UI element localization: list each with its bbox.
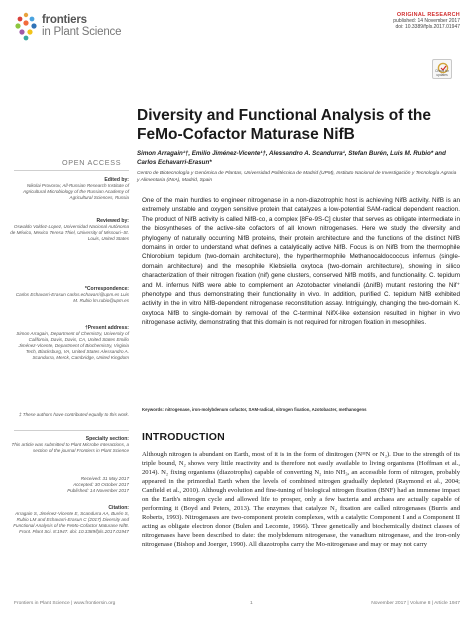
introduction-heading: INTRODUCTION xyxy=(142,431,225,443)
keywords-line xyxy=(142,407,462,413)
specialty-text: This article was submitted to Plant Microbe Interactions, a section of the journal Frontiers in Plant Science xyxy=(11,442,129,454)
specialty-block xyxy=(10,436,129,454)
correspondence-block xyxy=(10,286,129,304)
present-address-text: Simon Arragain, Department of Chemistry, University of California, Davis, Davis, CA, United States Emilio Jiménez-Vicente, Department of Biochemistry, Virginia Tech, Blacksburg, VA, United States Alessandro A. Scandurra, Merck, Cambridge, United Kingdom xyxy=(16,331,129,361)
badge-label: Check for updates xyxy=(435,69,449,77)
reviewed-by-text: Oswaldo Valdez-Lopez, Universidad Nacional Autónoma de México, Mexico Teresa Thiel, University of Missouri–St. Louis, United States xyxy=(10,224,129,242)
edited-by-text: Nikolai Provorov, All-Russian Research Institute of Agricultural Microbiology of the Russian Academy of Agricultural Sciences, Russia xyxy=(22,183,129,201)
reviewed-by-heading: Reviewed by: xyxy=(96,218,129,224)
journal-name: in Plant Science xyxy=(42,26,122,38)
check-for-updates-button[interactable] xyxy=(432,59,452,79)
correspondence-heading: *Correspondence: xyxy=(84,286,129,292)
edited-by-heading: Edited by: xyxy=(104,177,129,183)
keywords-text: nitrogenase, iron-molybdenum cofactor, SAM-radical, nitrogen fixation, Azotobacter, methanogens xyxy=(165,407,367,412)
present-address-block xyxy=(10,325,129,362)
dates-block xyxy=(10,476,129,494)
page-number: 1 xyxy=(250,601,253,606)
present-address-heading: †Present address: xyxy=(84,325,129,331)
keywords-label: Keywords: xyxy=(142,407,164,412)
published-date: published: 14 November 2017 xyxy=(393,18,460,25)
introduction-text: Although nitrogen is abundant on Earth, most of it is in the form of dinitrogen (N≡N or N₂). Due to the strength of its triple bound, N₂ shows very little reactivity and is therefore not easily available to living organisms (Hoffman et al., 2014). N₂ fixing organisms (diazotrophs) capable of converting N₂ into NH₃, an accessible form of nitrogen, probably appeared in the primordial Earth when the levels of combined nitrogen gradually depleted (Raymond et al., 2004; Canfield et al., 2010). Although evolution and fine-tuning of biological nitrogen fixation (BNF) had an immense impact on the Earth's nitrogen cycle and allowed life to prosper, only a few bacteria and archaea are actually capable of performing it (Boyd and Peters, 2013). The enzymes that catalyze N₂ fixation are called nitrogenases (Burris and Roberts, 1993). Nitrogenases are two-component protein complexes, with a catalytic Component I and a Component II acting as obligate electron donor (Bulen and Lecomte, 1966). Three genetically and biochemically distinct classes of nitrogenases have been described to date: the molybdenum nitrogenase, the vanadium nitrogenase, and the iron-only nitrogenase (Bishop and Joerger, 1990). All diazotrophs carry the Mo-nitrogenase and may or may not carry xyxy=(142,451,460,549)
citation-text: Arragain S, Jiménez-Vicente E, Scandurra AA, Burén S, Rubio LM and Echavarri-Erasun C (2017) Diversity and Functional Analysis of the FeMo-Cofactor Maturase NifB. Front. Plant Sci. 8:1947. doi: 10.3389/fpls.2017.01947 xyxy=(13,511,129,535)
equal-contribution-note: ‡ These authors have contributed equally to this work. xyxy=(18,412,129,417)
article-title: Diversity and Functional Analysis of the FeMo-Cofactor Maturase NifB xyxy=(137,107,431,143)
doi-link[interactable]: doi: 10.3389/fpls.2017.01947 xyxy=(395,24,460,31)
abstract: One of the main hurdles to engineer nitrogenase in a non-diazotrophic host is achieving NifB activity. NifB is an extremely unstable and oxygen sensitive protein that catalyzes a low-potential SAM-radical dependent reaction. The product of NifB activity is called NifB-co, a complex [8Fe-9S-C] cluster that serves as obligate intermediate in the biosyntheses of the active-site cofactors of all known nitrogenases. Here we study the diversity and phylogeny of naturally occurring NifB proteins, their protein architecture and the functions of the distinct NifB domains in order to understand what defines a catalytically active NifB. Focus is on NifB from the thermophile Chlorobium tepidum (two-domain architecture), the hyperthermophile Methanocaldococcus infernus (single-domain architecture) and the mesophile Klebsiella oxytoca (two-domain architecture), showing in silico characterization of their nitrogen fixation (nif) gene clusters, conserved NifB motifs, and functionality. C. tepidum and M. infernus NifB were able to complement an Azotobacter vinelandii (ΔnifB) mutant restoring the Nif⁺ phenotype and thus demonstrating their functionality in vivo. In addition, purified C. tepidum NifB exhibited activity in the in vitro NifB-dependent nitrogenase reconstitution assay. Intriguingly, changing the two-domain K. oxytoca NifB to single-domain by removal of the C-terminal NifX-like extension resulted in higher in vivo nitrogenase activity, demonstrating that this domain is not required for nitrogen fixation in mesophiles. xyxy=(142,197,460,327)
edited-by-block xyxy=(10,177,129,201)
specialty-heading: Specialty section: xyxy=(85,436,129,442)
author-list[interactable]: Simon Arragain¹†, Emilio Jiménez-Vicente¹†, Alessandro A. Scandurra¹, Stefan Burén, Luis M. Rubio* and Carlos Echavarri-Erasun* xyxy=(137,150,446,166)
brand-name: frontiers xyxy=(42,14,87,26)
journal-brand[interactable] xyxy=(42,14,121,39)
citation-block xyxy=(10,505,129,535)
affiliation: Centro de Biotecnología y Genómica de Plantas, Universidad Politécnica de Madrid (UPM), Instituto Nacional de Investigación y Tecnología Agraria y Alimentaria (INIA), Madrid, Spain xyxy=(137,171,457,183)
footer-volume: November 2017 | Volume 8 | Article 1947 xyxy=(371,601,460,606)
reviewed-by-block xyxy=(10,218,129,242)
open-access-label: OPEN ACCESS xyxy=(62,158,122,167)
frontiers-logo-icon xyxy=(14,11,38,41)
footer-journal[interactable]: Frontiers in Plant Science | www.frontiersin.org xyxy=(14,601,116,606)
accepted-date: Accepted: 30 October 2017 xyxy=(73,482,129,488)
sidebar-divider xyxy=(14,170,129,171)
published-date-side: Published: 14 November 2017 xyxy=(67,488,129,494)
sidebar-divider xyxy=(14,430,129,431)
article-meta xyxy=(393,12,460,31)
received-date: Received: 31 May 2017 xyxy=(80,476,129,481)
citation-heading: Citation: xyxy=(108,505,129,511)
article-type: ORIGINAL RESEARCH xyxy=(396,12,460,18)
correspondence-text[interactable]: Carlos Echavarri-Erasun carlos.echavarri@upm.es Luis M. Rubio lm.rubio@upm.es xyxy=(15,292,129,304)
